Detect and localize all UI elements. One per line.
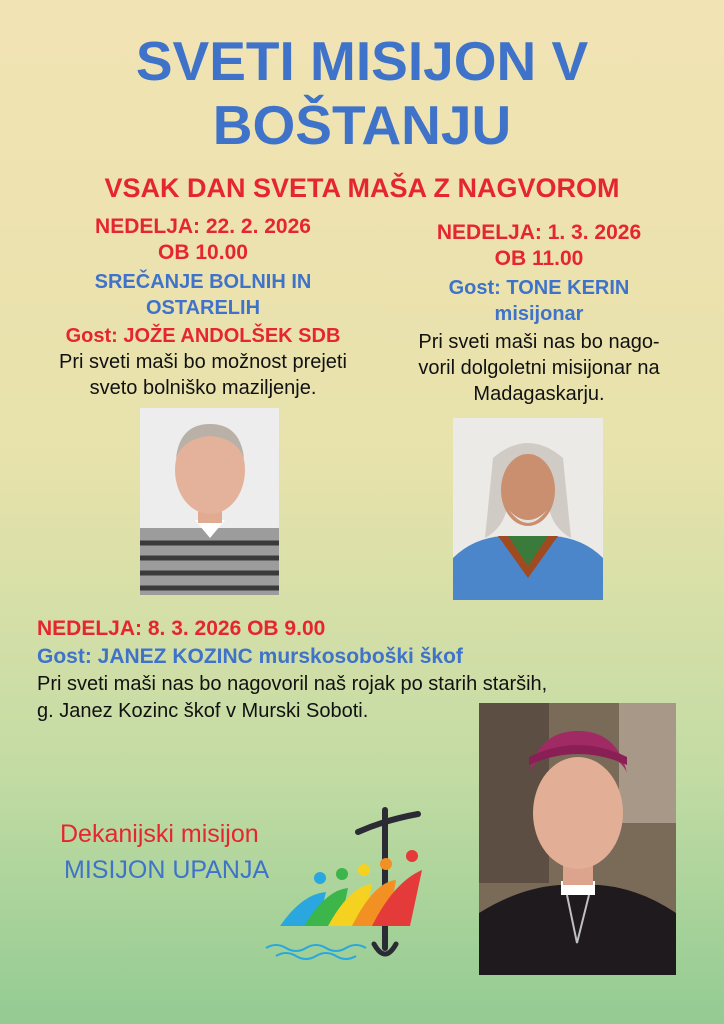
- event1-desc-line2: sveto bolniško maziljenje.: [89, 377, 317, 399]
- event1-time: OB 10.00: [158, 241, 248, 264]
- event3-guest: Gost: JANEZ KOZINC murskosoboški škof: [37, 645, 463, 668]
- event2-date: NEDELJA: 1. 3. 2026: [436, 221, 642, 244]
- event1-theme-line2: OSTARELIH: [145, 297, 261, 319]
- waves-icon: [266, 945, 366, 959]
- page-title-line1: SVETI MISIJON V: [135, 30, 589, 92]
- event2-guest: Gost: TONE KERIN: [448, 277, 630, 299]
- event3-desc-line1: Pri sveti maši nas bo nagovoril naš rojak po starih starših,: [37, 673, 548, 695]
- event2-block: [375, 220, 703, 407]
- event1-block: [28, 214, 378, 401]
- event2-desc-line2: voril dolgoletni misijonar na: [418, 357, 660, 379]
- event1-theme-line1: SREČANJE BOLNIH IN: [94, 271, 312, 293]
- event3-date: NEDELJA: 8. 3. 2026 OB 9.00: [37, 617, 326, 640]
- misijon-upanja-logo: [262, 798, 430, 966]
- event2-desc-line1: Pri sveti maši nas bo nago-: [418, 331, 660, 353]
- event3-desc-line2: g. Janez Kozinc škof v Murski Soboti.: [37, 700, 369, 722]
- logo-text-line1: Dekanijski misijon: [60, 820, 259, 848]
- page-title-line2: BOŠTANJU: [212, 94, 512, 156]
- event2-desc-line3: Madagaskarju.: [473, 383, 605, 405]
- logo-text-line2: MISIJON UPANJA: [64, 856, 270, 884]
- event2-time: OB 11.00: [494, 247, 584, 270]
- photo-janez-kozinc: [479, 703, 676, 975]
- photo-joze-andolsek: [140, 408, 279, 595]
- event2-role: misijonar: [494, 303, 584, 325]
- event1-guest: Gost: JOŽE ANDOLŠEK SDB: [65, 325, 341, 347]
- subtitle: VSAK DAN SVETA MAŠA Z NAGVOROM: [104, 173, 620, 203]
- event1-date: NEDELJA: 22. 2. 2026: [95, 215, 311, 238]
- photo-tone-kerin: [453, 418, 603, 600]
- event1-desc-line1: Pri sveti maši bo možnost prejeti: [59, 351, 347, 373]
- people-figures-icon: [280, 850, 422, 926]
